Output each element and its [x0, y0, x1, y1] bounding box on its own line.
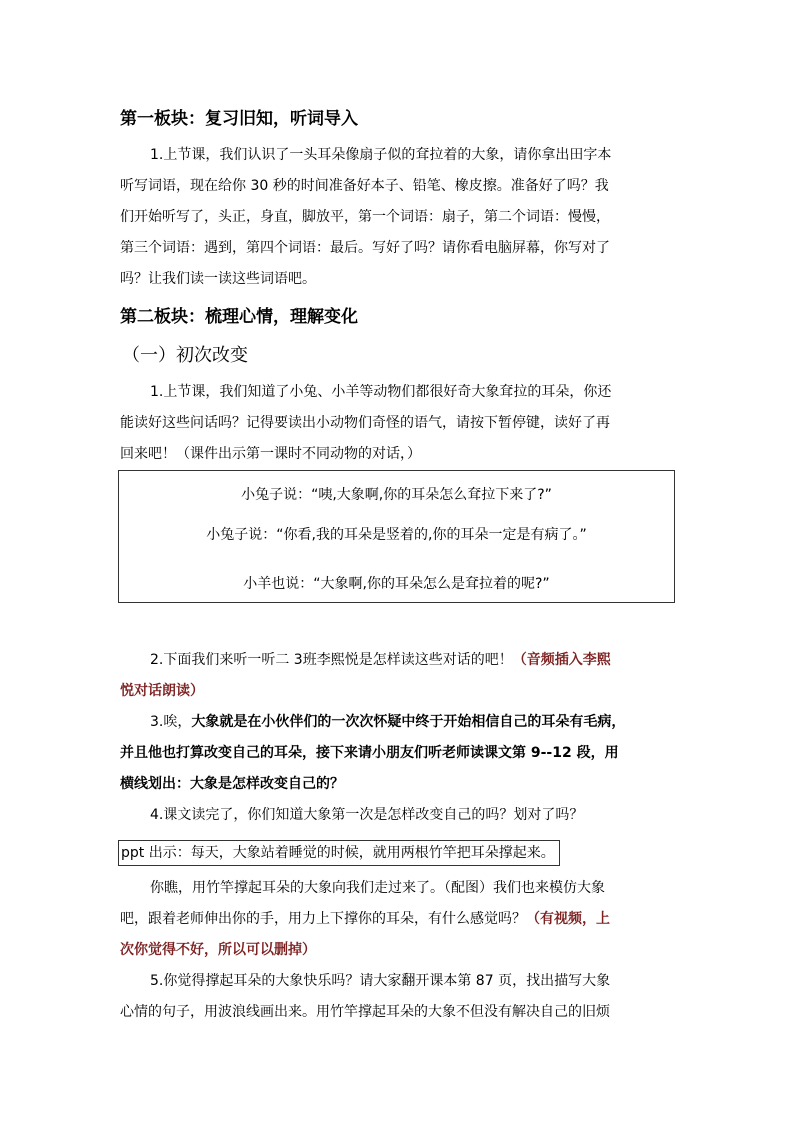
text-line [120, 707, 680, 738]
text-normal: 2.下面我们来听一听二 3班李熙悦是怎样读这些对话的吧！ [150, 652, 513, 668]
text-line: 4.课文读完了，你们知道大象第一次是怎样改变自己的吗？划对了吗？ [150, 807, 584, 823]
text-line: 横线划出：大象是怎样改变自己的？ [120, 776, 344, 792]
section2-paragraph-5 [120, 873, 680, 966]
text-line: 5.你觉得撑起耳朵的大象快乐吗？请大家翻开课本第 87 页，找出描写大象 [150, 973, 611, 989]
text-line: 第三个词语：遇到，第四个词语：最后。写好了吗？请你看电脑屏幕，你写对了 [120, 240, 610, 256]
text-bold: 大象就是在小伙伴们的一次次怀疑中终于开始相信自己的耳朵有毛病， [191, 714, 626, 730]
text-line: 并且他也打算改变自己的耳朵，接下来请小朋友们听老师读课文第 9--12 段，用 [120, 745, 619, 761]
teacher-note: 悦对话朗读） [120, 683, 204, 699]
text-line [120, 645, 680, 676]
text-line: 1.上节课，我们知道了小兔、小羊等动物们都很好奇大象耷拉的耳朵，你还 [150, 384, 612, 400]
teacher-note: 次你觉得不好，所以可以删掉） [120, 942, 316, 958]
text-line: 回来吧！（课件出示第一课时不同动物的对话，） [120, 446, 421, 462]
text-line: 1.上节课，我们认识了一头耳朵像扇子似的耷拉着的大象，请你拿出田字本 [150, 147, 612, 163]
section2-paragraph-1 [120, 377, 680, 470]
teacher-note: （有视频，上 [526, 911, 610, 927]
section1-paragraph [120, 140, 680, 295]
dialog-box [118, 470, 675, 603]
text-line: 心情的句子，用波浪线画出来。用竹竿撑起耳朵的大象不但没有解决自己的旧烦 [120, 1004, 610, 1020]
text-line: 能读好这些问话吗？记得要读出小动物们奇怪的语气，请按下暂停键，读好了再 [120, 415, 610, 431]
text-line: 听写词语，现在给你 30 秒的时间准备好本子、铅笔、橡皮擦。准备好了吗？我 [120, 178, 609, 194]
text-line [120, 904, 680, 935]
section1-heading: 第一板块：复习旧知，听词导入 [120, 109, 358, 129]
section2-paragraph-2 [120, 645, 680, 707]
section2-heading: 第二板块：梳理心情，理解变化 [120, 307, 358, 327]
section2-paragraph-3 [120, 707, 680, 800]
text-line: 吗？让我们读一读这些词语吧。 [120, 271, 316, 287]
section2-paragraph-6 [120, 966, 680, 1028]
dialog-line-rabbit-1: 小兔子说：“咦,大象啊,你的耳朵怎么耷拉下来了?” [241, 487, 552, 503]
text-line: 你瞧，用竹竿撑起耳朵的大象向我们走过来了。（配图）我们也来模仿大象 [150, 880, 605, 896]
ppt-box: ppt 出示：每天，大象站着睡觉的时候，就用两根竹竿把耳朵撑起来。 [118, 840, 560, 866]
text-normal: 3.唉， [150, 714, 192, 730]
text-normal: 吧，跟着老师伸出你的手，用力上下撑你的耳朵，有什么感觉吗？ [120, 911, 526, 927]
dialog-line-rabbit-2: 小兔子说：“你看,我的耳朵是竖着的,你的耳朵一定是有病了。” [206, 527, 587, 543]
teacher-note: （音频插入李熙 [512, 652, 611, 668]
text-line: 们开始听写了，头正，身直，脚放平，第一个词语：扇子，第二个词语：慢慢， [120, 209, 610, 225]
dialog-line-sheep: 小羊也说：“大象啊,你的耳朵怎么是耷拉着的呢?” [243, 576, 550, 592]
section2-paragraph-4 [120, 800, 680, 831]
section2-subheading: （一）初次改变 [122, 345, 248, 366]
